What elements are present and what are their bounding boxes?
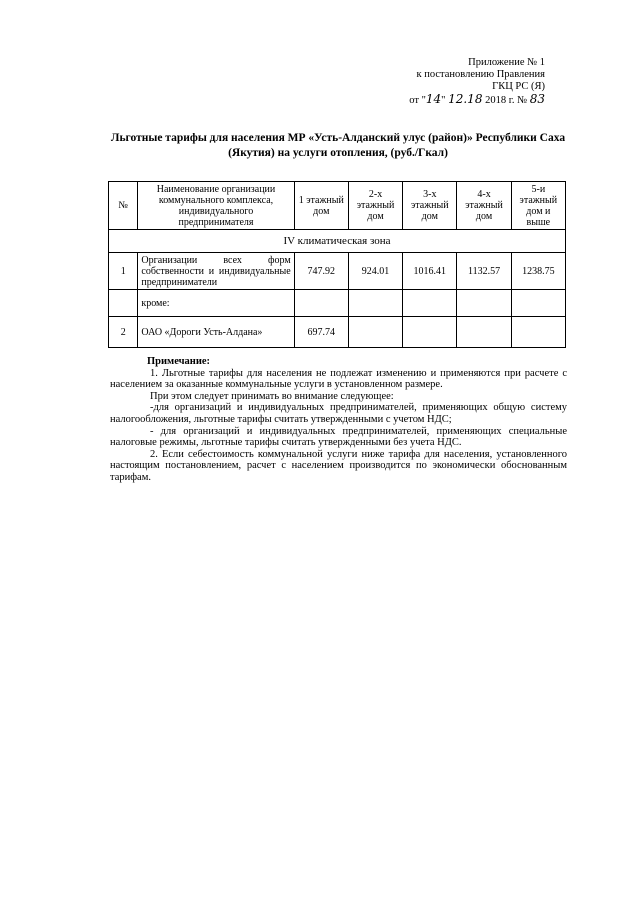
appendix-line-1: Приложение № 1 <box>468 57 545 68</box>
row1-value-4: 1132.57 <box>457 253 511 290</box>
appendix-line-2: к постановлению Правления <box>416 69 545 80</box>
appendix-header <box>360 57 545 107</box>
table-row <box>109 317 566 348</box>
table-header-row <box>109 182 566 230</box>
header-num: № <box>109 182 138 230</box>
row2-cell-4 <box>457 317 511 348</box>
document-title: Льготные тарифы для населения МР «Усть-Алданский улус (район)» Республики Саха (Якутия) на услуги отопления, (руб./Гкал) <box>110 132 566 159</box>
date-prefix: от " <box>409 95 426 106</box>
date-mid: " <box>441 95 446 106</box>
row1-value-3: 1016.41 <box>403 253 457 290</box>
except-cell-4 <box>457 290 511 317</box>
note-paragraph-1: 1. Льготные тарифы для населения не подлежат изменению и применяются при расчете с населением за оказанные коммунальные услуги в установленном размере. <box>110 367 567 391</box>
row1-num: 1 <box>109 253 138 290</box>
except-label: кроме: <box>138 290 294 317</box>
climate-zone-row <box>109 230 566 253</box>
except-num-cell <box>109 290 138 317</box>
header-name: Наименование организации коммунального комплекса, индивидуального предпринимателя <box>138 182 294 230</box>
date-month: 12.18 <box>448 92 483 106</box>
note-paragraph-2: При этом следует принимать во внимание следующее: <box>150 390 394 402</box>
row2-cell-3 <box>403 317 457 348</box>
header-2-floor: 2-х этажный дом <box>348 182 402 230</box>
note-paragraph-4: - для организаций и индивидуальных предпринимателей, применяющих специальные налоговые режимы, льготные тарифы считать утвержденными без учета НДС. <box>110 425 567 449</box>
except-cell-5 <box>511 290 565 317</box>
notes-section <box>110 356 567 484</box>
tariff-table <box>108 181 566 348</box>
date-year: 2018 г. № <box>485 95 528 106</box>
document-number: 83 <box>529 92 545 106</box>
row2-num: 2 <box>109 317 138 348</box>
row2-cell-5 <box>511 317 565 348</box>
row1-value-5: 1238.75 <box>511 253 565 290</box>
header-4-floor: 4-х этажный дом <box>457 182 511 230</box>
note-paragraph-3: -для организаций и индивидуальных предпринимателей, применяющих общую систему налогообложения, льготные тарифы считать утвержденными с учетом НДС; <box>110 402 567 425</box>
row1-name: Организации всех форм собственности и индивидуальные предприниматели <box>138 253 294 290</box>
climate-zone-label: IV климатическая зона <box>109 230 566 253</box>
except-cell-1 <box>294 290 348 317</box>
row2-value-1: 697.74 <box>294 317 348 348</box>
header-3-floor: 3-х этажный дом <box>403 182 457 230</box>
header-5-floor: 5-и этажный дом и выше <box>511 182 565 230</box>
row1-value-1: 747.92 <box>294 253 348 290</box>
row2-cell-2 <box>348 317 402 348</box>
except-cell-2 <box>348 290 402 317</box>
row2-name: ОАО «Дороги Усть-Алдана» <box>138 317 294 348</box>
table-row-except <box>109 290 566 317</box>
date-day: 14 <box>425 92 442 106</box>
except-cell-3 <box>403 290 457 317</box>
table-row <box>109 253 566 290</box>
note-paragraph-5: 2. Если себестоимость коммунальной услуги ниже тарифа для населения, установленного настоящим постановлением, расчет с населением производится по экономически обоснованным тарифам. <box>110 448 567 483</box>
notes-header: Примечание: <box>147 356 211 367</box>
header-1-floor: 1 этажный дом <box>294 182 348 230</box>
appendix-line-3: ГКЦ РС (Я) <box>492 81 545 92</box>
row1-value-2: 924.01 <box>348 253 402 290</box>
appendix-date-line <box>360 93 545 107</box>
